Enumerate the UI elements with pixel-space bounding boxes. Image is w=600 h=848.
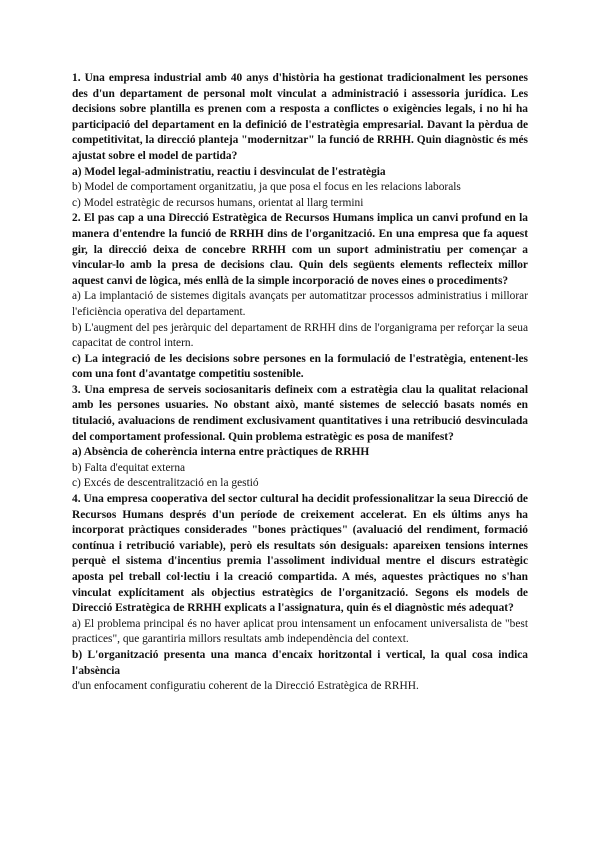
- question-3-option-b: b) Falta d'equitat externa: [72, 461, 186, 474]
- question-4-option-b-continuation: d'un enfocament configuratiu coherent de la Direcció Estratègica de RRHH.: [72, 680, 419, 693]
- question-1: 1. Una empresa industrial amb 40 anys d'història ha gestionat tradicionalment les persones des d'un departament de personal molt vinculat a administració i assessoria jurídica. Les decisions sobre plantilla es prenen com a resposta a conflictes o exigències legals, i no hi ha participació del departament en la definició de l'estratègia empresarial. Davant la pèrdua de competitivitat, la direcció planteja "modernitzar" la funció de RRHH. Quin diagnòstic és més ajustat sobre el model de partida?: [72, 72, 528, 162]
- question-2-option-a: a) La implantació de sistemes digitals avançats per automatitzar processos administratius i millorar l'eficiència operativa del departament.: [72, 290, 528, 318]
- question-3-option-a: a) Absència de coherència interna entre pràctiques de RRHH: [72, 446, 370, 459]
- question-4-option-a: a) El problema principal és no haver aplicat prou intensament un enfocament universalista de "best practices", que garantiria millors resultats amb independència del context.: [72, 617, 528, 646]
- question-3-option-c: c) Excés de descentralització en la gestió: [72, 477, 259, 490]
- question-1-option-c: c) Model estratègic de recursos humans, orientat al llarg termini: [72, 196, 364, 209]
- question-2: 2. El pas cap a una Direcció Estratègica de Recursos Humans implica un canvi profund en la manera d'entendre la funció de RRHH dins de l'organització. En una empresa que fa aquest gir, la direcció deixa de concebre RRHH com un suport administratiu per començar a vincular-lo amb la presa de decisions clau. Quin dels següents elements reflecteix millor aquest canvi de lògica, més enllà de la simple incorporació de noves eines o procediments?: [72, 212, 528, 287]
- question-4: 4. Una empresa cooperativa del sector cultural ha decidit professionalitzar la seua Direcció de Recursos Humans després d'un període de creixement accelerat. En els últims anys ha incorporat pràctiques considerades "bones pràctiques" (avaluació del rendiment, formació contínua i retribució variable), però els resultats són desiguals: apareixen tensions internes perquè el sistema d'incentius premia l'assoliment individual mentre el discurs estratègic aposta pel treball col·lectiu i la creació compartida. A més, aquestes pràctiques no s'han vinculat explícitament als objectius estratègics de l'organització. Segons els models de Direcció Estratègica de RRHH explicats a l'assignatura, quin és el diagnòstic més adequat?: [72, 493, 528, 615]
- question-2-option-c: c) La integració de les decisions sobre persones en la formulació de l'estratègia, entenent-les com una font d'avantatge competitiu sostenible.: [72, 352, 528, 381]
- document-page: [72, 71, 528, 695]
- question-1-option-b: b) Model de comportament organitzatiu, ja que posa el focus en les relacions laborals: [72, 181, 461, 194]
- question-2-option-b: b) L'augment del pes jeràrquic del departament de RRHH dins de l'organigrama per reforçar la seua capacitat de control intern.: [72, 321, 528, 350]
- question-3: 3. Una empresa de serveis sociosanitaris defineix com a estratègia clau la qualitat relacional amb les persones usuaries. No obstant això, manté sistemes de selecció basats només en titulació, avaluacions de rendiment exclusivament quantitatives i una retribució desvinculada del comportament professional. Quin problema estratègic es posa de manifest?: [72, 383, 528, 443]
- question-1-option-a: a) Model legal-administratiu, reactiu i desvinculat de l'estratègia: [72, 165, 386, 178]
- question-4-option-b: b) L'organització presenta una manca d'encaix horitzontal i vertical, la qual cosa indica l'absència: [72, 648, 528, 677]
